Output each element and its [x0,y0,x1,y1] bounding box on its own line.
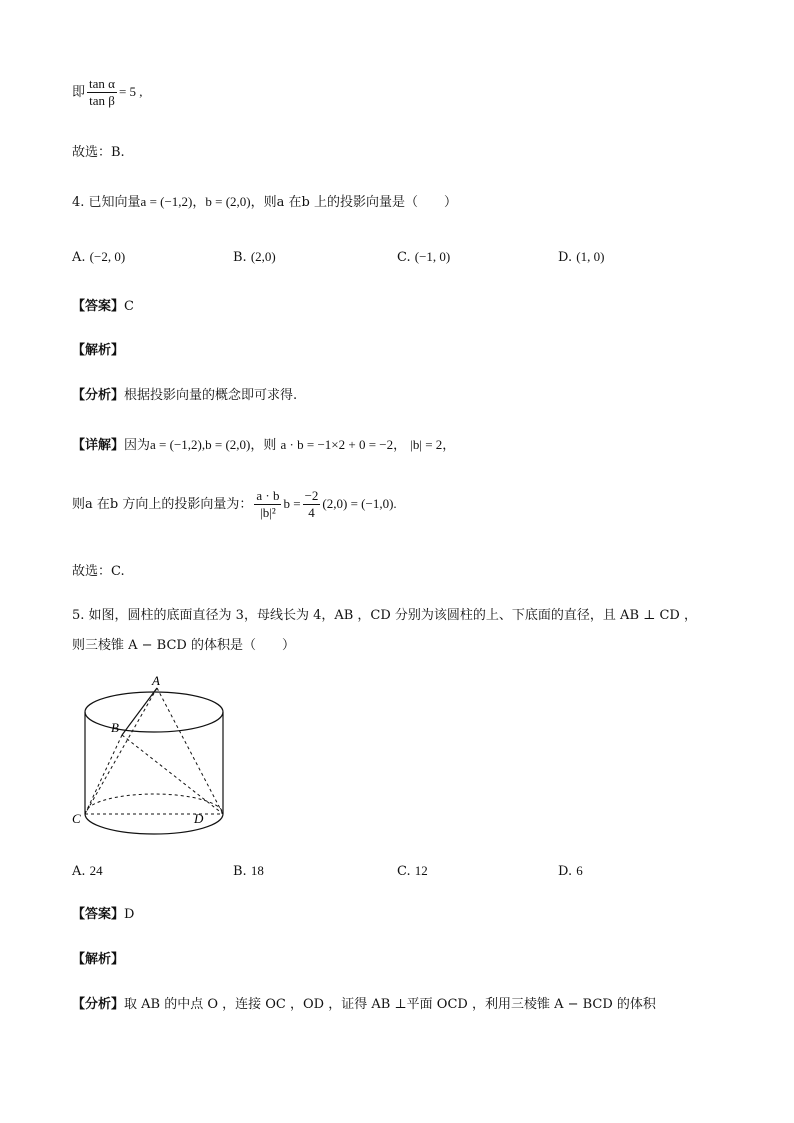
ratio-denominator: tan β [89,93,115,108]
q5-option-c-value: 12 [414,863,428,878]
q4-option-a-label: A. [72,250,86,265]
label-d: D [194,811,204,826]
q4-detail2-e: (2,0) = (−1,0). [322,496,397,511]
q4-option-c [397,248,450,267]
q5-option-d-label: D. [558,864,573,879]
q4-detail1-e: |b| = 2， [410,437,456,452]
q5-answer-tag: 【答案】 [72,907,125,922]
q4-stem [72,193,457,212]
q5-option-b-label: B. [233,864,247,879]
q5-fenxi-text: 取 AB 的中点 O ，连接 OC ，OD ，证得 AB ⊥平面 OCD ，利用三棱锥 A − BCD 的体积 [124,997,656,1012]
q5-option-c [397,862,428,881]
q4-detail2-c: b 方向上的投影向量为： [109,497,253,512]
q4-detail1-b: a = (−1,2), [150,437,206,452]
q4-answer-value: C [124,299,134,314]
q4-detail2-a: 则 [72,497,86,512]
q4-detail1-d: a · b = −1×2 + 0 = −2， [280,437,407,452]
choose-line-3: 故选：B. [72,145,125,160]
q4-option-c-value: (−1, 0) [414,249,451,264]
q4-detail1-a: 因为 [124,438,151,453]
segment-ac [85,688,157,814]
q4-option-a [72,248,125,267]
q4-option-c-label: C. [397,250,411,265]
segment-ad [157,688,223,814]
q4-stem-a: 4. 已知向量 [72,195,141,210]
q4-projection-fraction [254,488,281,521]
q4-detail2-b: a 在 [85,497,110,512]
q4-option-b-value: (2,0) [250,249,276,264]
segment-bd [122,735,223,814]
q4-detail-line1 [72,436,455,455]
q4-stem-e: b 上的投影向量是（ ） [301,195,457,210]
q5-fenxi [72,996,656,1014]
q4-answer [72,298,134,316]
q4-fenxi-tag: 【分析】 [72,388,125,403]
q4-stem-d: a 在 [276,195,302,210]
q5-analysis-tag: 【解析】 [72,952,125,967]
q4-coefficient-fraction [303,488,321,521]
ratio-rest: = 5 , [118,84,143,99]
q5-stem-line2: 则三棱锥 A − BCD 的体积是（ ） [72,638,295,653]
q4-detail2-d: b = [283,496,301,511]
ratio-line [72,76,143,109]
cylinder-figure [70,672,230,842]
q4-option-b [233,248,276,267]
q5-stem-line1: 5. 如图，圆柱的底面直径为 3，母线长为 4，AB ，CD 分别为该圆柱的上、下底面的直径，且 AB ⊥ CD ， [72,608,697,623]
ratio-fraction [87,76,117,109]
q4-option-b-label: B. [233,250,247,265]
segment-ab [122,688,157,735]
q4-fenxi-text: 根据投影向量的概念即可求得. [124,388,298,403]
q5-fenxi-tag: 【分析】 [72,997,125,1012]
q5-option-b [233,862,264,881]
q4-choose: 故选：C. [72,564,125,579]
q4-option-d-value: (1, 0) [576,249,605,264]
q5-option-a-value: 24 [89,863,103,878]
q4-analysis-tag: 【解析】 [72,343,125,358]
ratio-prefix: 即 [72,85,86,100]
label-a: A [152,673,160,688]
q4-coefficient-denominator: 4 [308,505,315,520]
q5-option-a [72,862,103,881]
q4-detail-tag: 【详解】 [72,438,125,453]
label-c: C [72,811,81,826]
q5-option-a-label: A. [72,864,86,879]
q5-option-b-value: 18 [250,863,264,878]
q5-option-c-label: C. [397,864,411,879]
q4-answer-tag: 【答案】 [72,299,125,314]
segment-bc [85,735,122,814]
q4-detail1-c: b = (2,0)，则 [205,437,277,452]
q4-projection-numerator: a · b [256,488,280,503]
top-base-ellipse [85,692,223,732]
q4-stem-c: b = (2,0)，则 [205,194,277,209]
q4-detail-line2 [72,488,397,521]
q4-coefficient-numerator: −2 [304,488,319,503]
q5-answer [72,906,134,924]
q4-projection-denominator: |b|² [260,505,276,520]
ratio-numerator: tan α [89,76,115,91]
q5-option-d-value: 6 [576,863,583,878]
q5-answer-value: D [124,907,135,922]
q4-option-d [558,248,604,267]
q4-option-a-value: (−2, 0) [89,249,126,264]
q5-option-d [558,862,583,881]
q4-stem-b: a = (−1,2)， [140,194,206,209]
q4-option-d-label: D. [558,250,573,265]
label-b: B [111,720,119,735]
q4-fenxi [72,387,297,405]
